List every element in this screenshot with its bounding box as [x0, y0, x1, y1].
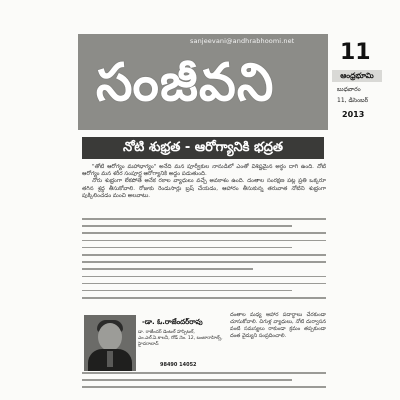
masthead-email: sanjeevani@andhrabhoomi.net [190, 37, 295, 45]
article-headline: నోటి శుభ్రత - ఆరోగ్యానికి భద్రత [82, 137, 324, 159]
issue-year: 2013 [342, 110, 365, 119]
page-number: 11 [340, 40, 371, 65]
article-body-paragraph: నోరు శుభ్రంగా లేకపోతే అనేక రకాల వ్యాధులు వచ్చే అవకాశం ఉంది. దంతాల సంరక్షణ పట్ల ప్రతి ఒక్కరూ తగిన శ్రద్ధ తీసుకోవాలి. రోజుకు రెండుసార్లు బ్రష్ చేయడం, ఆహారం తీసుకున్న తరువాత నోటిని శుభ్రంగా పుక్కిలించడం మంచి అలవాటు. [82, 178, 326, 199]
issue-day: బుధవారం [337, 86, 361, 93]
article-lead-paragraph: "తోటి ఆరోగ్యం మహాభాగ్యం" అనేది మన పూర్వీకుల నానుడిలో ఎంతో విశిష్టమైన అర్థం దాగి ఉంది. నోటి ఆరోగ్యం మన శరీర సంపూర్ణ ఆరోగ్యానికి అద్దం పడుతుంది. [82, 164, 326, 178]
issue-date: 11, డిసెంబర్ [337, 97, 369, 104]
author-photo [84, 315, 136, 371]
article-footer-text-lines [82, 372, 326, 394]
newspaper-brand: ఆంధ్రభూమి [332, 70, 382, 82]
article-continuation: దంతాల మధ్య ఆహార పదార్థాలు చేరకుండా చూసుకోవాలి. చిగుళ్ల వ్యాధులు, నోటి దుర్వాసన వంటి సమస్యలు రాకుండా క్రమం తప్పకుండా దంత వైద్యుని సంప్రదించాలి. [230, 312, 326, 339]
author-name: -డా. ఓ.రాజేందర్‌రావు [142, 318, 203, 326]
article-body-text-lines [82, 218, 326, 304]
article-lead [82, 164, 326, 200]
author-address: డా. రాజేందర్ డెంటల్ హాస్పిటల్, ఎం.ఎల్.ఏ.కాలనీ, రోడ్ నెం. 12, బంజారాహిల్స్, హైదరాబాద్ [138, 330, 223, 348]
masthead-title: సంజీవని [96, 53, 275, 113]
author-phone: 98490 14052 [160, 362, 197, 368]
